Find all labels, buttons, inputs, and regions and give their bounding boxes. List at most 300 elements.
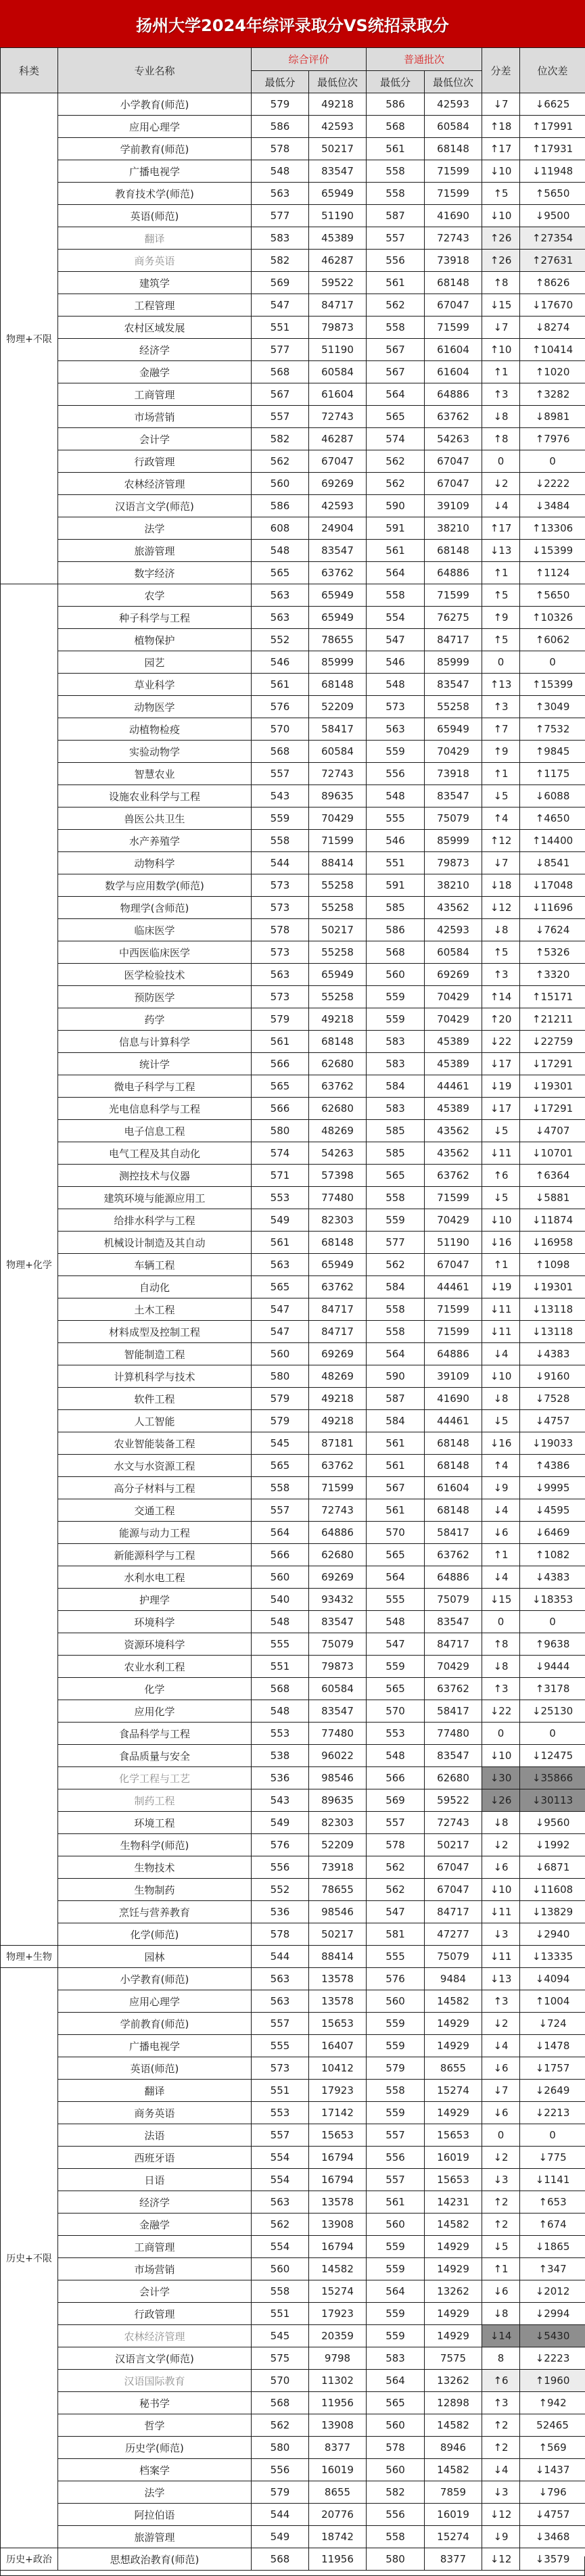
rank-diff-cell: ↑569: [520, 2437, 585, 2459]
comprehensive-min-rank-cell: 15274: [309, 2280, 367, 2303]
rank-diff-cell: ↑13306: [520, 517, 585, 540]
rank-diff-cell: 0: [520, 1611, 585, 1633]
table-row: [1, 1544, 585, 1566]
regular-min-score-cell: 546: [367, 830, 425, 852]
table-row: [1, 138, 585, 160]
major-name-cell: 翻译: [58, 227, 252, 250]
rank-diff-cell: ↓775: [520, 2147, 585, 2169]
major-name-cell: 金融学: [58, 2214, 252, 2236]
regular-min-rank-cell: 41690: [425, 1388, 482, 1410]
score-diff-cell: ↓11: [482, 1142, 520, 1165]
score-diff-cell: ↑26: [482, 227, 520, 250]
regular-min-rank-cell: 60584: [425, 116, 482, 138]
regular-min-rank-cell: 7859: [425, 2481, 482, 2504]
rank-diff-cell: ↑10414: [520, 339, 585, 361]
comprehensive-min-rank-cell: 52209: [309, 1834, 367, 1856]
regular-min-rank-cell: 67047: [425, 1254, 482, 1276]
table-row: [1, 205, 585, 227]
comprehensive-min-score-cell: 580: [252, 1120, 309, 1142]
comprehensive-min-rank-cell: 78655: [309, 629, 367, 651]
comprehensive-min-score-cell: 563: [252, 1254, 309, 1276]
header-comprehensive-min-rank: 最低位次: [309, 71, 367, 93]
table-row: [1, 406, 585, 428]
table-row: [1, 1656, 585, 1678]
comprehensive-min-score-cell: 569: [252, 272, 309, 294]
table-row: [1, 517, 585, 540]
comprehensive-min-score-cell: 566: [252, 1053, 309, 1075]
table-row: [1, 696, 585, 718]
comprehensive-min-score-cell: 549: [252, 1209, 309, 1232]
comprehensive-min-rank-cell: 17923: [309, 2303, 367, 2325]
major-name-cell: 秘书学: [58, 2392, 252, 2414]
comprehensive-min-score-cell: 562: [252, 2414, 309, 2437]
score-diff-cell: ↑4: [482, 807, 520, 830]
rank-diff-cell: ↑17931: [520, 138, 585, 160]
score-diff-cell: ↓10: [482, 1209, 520, 1232]
score-diff-cell: ↑5: [482, 183, 520, 205]
major-name-cell: 草业科学: [58, 674, 252, 696]
regular-min-rank-cell: 72743: [425, 227, 482, 250]
table-row: [1, 540, 585, 562]
major-name-cell: 环境科学: [58, 1611, 252, 1633]
regular-min-score-cell: 561: [367, 138, 425, 160]
score-diff-cell: ↓5: [482, 1410, 520, 1432]
table-row: [1, 874, 585, 897]
comprehensive-min-rank-cell: 68148: [309, 1232, 367, 1254]
regular-min-score-cell: 580: [367, 2548, 425, 2571]
comprehensive-min-rank-cell: 11956: [309, 2548, 367, 2571]
score-diff-cell: ↑5: [482, 629, 520, 651]
comprehensive-min-rank-cell: 45389: [309, 227, 367, 250]
regular-min-score-cell: 555: [367, 807, 425, 830]
regular-min-score-cell: 561: [367, 1455, 425, 1477]
regular-min-score-cell: 559: [367, 2325, 425, 2347]
regular-min-rank-cell: 79873: [425, 852, 482, 874]
regular-min-rank-cell: 67047: [425, 1856, 482, 1879]
regular-min-rank-cell: 84717: [425, 629, 482, 651]
comprehensive-min-score-cell: 565: [252, 1455, 309, 1477]
regular-min-score-cell: 564: [367, 1343, 425, 1365]
score-diff-cell: ↑2: [482, 2437, 520, 2459]
rank-diff-cell: ↑9638: [520, 1633, 585, 1656]
rank-diff-cell: ↑4386: [520, 1455, 585, 1477]
major-name-cell: 药学: [58, 1008, 252, 1031]
score-diff-cell: 0: [482, 651, 520, 674]
score-diff-cell: ↑2: [482, 2191, 520, 2214]
regular-min-rank-cell: 14582: [425, 2214, 482, 2236]
score-diff-cell: ↓19: [482, 1075, 520, 1098]
rank-diff-cell: ↓2994: [520, 2303, 585, 2325]
regular-min-rank-cell: 16019: [425, 2147, 482, 2169]
rank-diff-cell: ↑653: [520, 2191, 585, 2214]
comprehensive-min-score-cell: 576: [252, 1834, 309, 1856]
table-row: [1, 1209, 585, 1232]
comprehensive-min-rank-cell: 68148: [309, 1031, 367, 1053]
regular-min-score-cell: 546: [367, 651, 425, 674]
table-row: [1, 1432, 585, 1455]
table-row: [1, 1834, 585, 1856]
rank-diff-cell: ↓9995: [520, 1477, 585, 1499]
score-diff-cell: ↑3: [482, 1678, 520, 1700]
comprehensive-min-rank-cell: 88414: [309, 852, 367, 874]
score-diff-cell: ↑4: [482, 1455, 520, 1477]
regular-min-rank-cell: 83547: [425, 674, 482, 696]
comprehensive-min-rank-cell: 9798: [309, 2347, 367, 2370]
comprehensive-min-rank-cell: 72743: [309, 763, 367, 785]
regular-min-score-cell: 559: [367, 1209, 425, 1232]
comprehensive-min-score-cell: 556: [252, 2459, 309, 2481]
comprehensive-min-score-cell: 582: [252, 250, 309, 272]
comprehensive-min-score-cell: 564: [252, 1522, 309, 1544]
score-diff-cell: ↑18: [482, 116, 520, 138]
score-diff-cell: ↓12: [482, 2504, 520, 2526]
rank-diff-cell: ↑1124: [520, 562, 585, 584]
score-diff-cell: ↓26: [482, 1789, 520, 1812]
regular-min-rank-cell: 70429: [425, 986, 482, 1008]
regular-min-rank-cell: 43562: [425, 1120, 482, 1142]
table-row: [1, 160, 585, 183]
comprehensive-min-rank-cell: 55258: [309, 874, 367, 897]
rank-diff-cell: ↓25130: [520, 1700, 585, 1723]
table-row: [1, 651, 585, 674]
comprehensive-min-rank-cell: 63762: [309, 562, 367, 584]
rank-diff-cell: ↑1175: [520, 763, 585, 785]
major-name-cell: 园艺: [58, 651, 252, 674]
comprehensive-min-score-cell: 548: [252, 1611, 309, 1633]
regular-min-score-cell: 548: [367, 1611, 425, 1633]
regular-min-rank-cell: 67047: [425, 294, 482, 317]
comprehensive-min-rank-cell: 65949: [309, 607, 367, 629]
table-row: [1, 1990, 585, 2013]
score-diff-cell: ↓9: [482, 1477, 520, 1499]
regular-min-rank-cell: 42593: [425, 93, 482, 116]
comprehensive-min-score-cell: 586: [252, 495, 309, 517]
comprehensive-min-score-cell: 553: [252, 1723, 309, 1745]
regular-min-score-cell: 585: [367, 1142, 425, 1165]
rank-diff-cell: ↓16958: [520, 1232, 585, 1254]
rank-diff-cell: ↓13118: [520, 1321, 585, 1343]
comprehensive-min-rank-cell: 42593: [309, 495, 367, 517]
comprehensive-min-rank-cell: 60584: [309, 741, 367, 763]
score-diff-cell: 0: [482, 450, 520, 473]
regular-min-rank-cell: 16019: [425, 2504, 482, 2526]
regular-min-score-cell: 556: [367, 2147, 425, 2169]
comprehensive-min-rank-cell: 73918: [309, 1856, 367, 1879]
rank-diff-cell: ↓1992: [520, 1834, 585, 1856]
comprehensive-min-score-cell: 547: [252, 294, 309, 317]
regular-min-rank-cell: 68148: [425, 540, 482, 562]
score-diff-cell: ↓3: [482, 2169, 520, 2191]
regular-min-score-cell: 582: [367, 2481, 425, 2504]
rank-diff-cell: ↓3579: [520, 2548, 585, 2571]
comprehensive-min-rank-cell: 77480: [309, 1187, 367, 1209]
score-diff-cell: ↓30: [482, 1767, 520, 1789]
comprehensive-min-score-cell: 579: [252, 1388, 309, 1410]
major-name-cell: 农林经济管理: [58, 473, 252, 495]
rank-diff-cell: ↓17670: [520, 294, 585, 317]
comprehensive-min-score-cell: 551: [252, 1656, 309, 1678]
comprehensive-min-score-cell: 573: [252, 941, 309, 964]
rank-diff-cell: ↓4707: [520, 1120, 585, 1142]
regular-min-rank-cell: 14929: [425, 2303, 482, 2325]
comprehensive-min-score-cell: 565: [252, 1075, 309, 1098]
comprehensive-min-rank-cell: 15653: [309, 2124, 367, 2147]
regular-min-rank-cell: 14929: [425, 2013, 482, 2035]
major-name-cell: 电气工程及其自动化: [58, 1142, 252, 1165]
table-row: [1, 1410, 585, 1432]
major-name-cell: 资源环境科学: [58, 1633, 252, 1656]
regular-min-score-cell: 587: [367, 1388, 425, 1410]
comprehensive-min-rank-cell: 71599: [309, 830, 367, 852]
regular-min-score-cell: 577: [367, 1232, 425, 1254]
table-row: [1, 562, 585, 584]
score-diff-cell: ↓4: [482, 1343, 520, 1365]
score-diff-cell: ↑5: [482, 584, 520, 607]
comprehensive-min-rank-cell: 93432: [309, 1589, 367, 1611]
regular-min-score-cell: 560: [367, 2414, 425, 2437]
rank-diff-cell: ↓1757: [520, 2057, 585, 2080]
comprehensive-min-rank-cell: 51190: [309, 339, 367, 361]
comprehensive-min-rank-cell: 65949: [309, 1254, 367, 1276]
regular-min-rank-cell: 85999: [425, 830, 482, 852]
score-diff-cell: ↓11: [482, 1321, 520, 1343]
score-diff-cell: ↑17: [482, 517, 520, 540]
regular-min-score-cell: 584: [367, 1410, 425, 1432]
regular-min-rank-cell: 14929: [425, 2035, 482, 2057]
rank-diff-cell: ↓19301: [520, 1276, 585, 1298]
comprehensive-min-score-cell: 548: [252, 1700, 309, 1723]
regular-min-rank-cell: 50217: [425, 1834, 482, 1856]
rank-diff-cell: ↑21211: [520, 1008, 585, 1031]
table-row: [1, 1589, 585, 1611]
score-diff-cell: ↓10: [482, 1365, 520, 1388]
rank-diff-cell: ↑8626: [520, 272, 585, 294]
comprehensive-min-score-cell: 583: [252, 227, 309, 250]
regular-min-rank-cell: 43562: [425, 1142, 482, 1165]
score-diff-cell: ↓5: [482, 2236, 520, 2258]
comprehensive-min-rank-cell: 60584: [309, 1678, 367, 1700]
regular-min-score-cell: 561: [367, 1432, 425, 1455]
table-row: [1, 473, 585, 495]
category-cell: 物理+化学: [1, 584, 58, 1946]
regular-min-rank-cell: 14929: [425, 2258, 482, 2280]
major-name-cell: 英语(师范): [58, 205, 252, 227]
regular-min-rank-cell: 41690: [425, 205, 482, 227]
regular-min-rank-cell: 14929: [425, 2236, 482, 2258]
category-cell: 物理+生物: [1, 1946, 58, 1968]
score-diff-cell: ↑1: [482, 562, 520, 584]
score-diff-cell: ↓5: [482, 1120, 520, 1142]
rank-diff-cell: 0: [520, 1723, 585, 1745]
comprehensive-min-rank-cell: 58417: [309, 718, 367, 741]
comprehensive-min-rank-cell: 85999: [309, 651, 367, 674]
comprehensive-min-rank-cell: 13578: [309, 1968, 367, 1990]
table-row: [1, 1923, 585, 1946]
major-name-cell: 动植物检疫: [58, 718, 252, 741]
rank-diff-cell: ↑6364: [520, 1165, 585, 1187]
rank-diff-cell: ↓4094: [520, 1968, 585, 1990]
rank-diff-cell: ↑1960: [520, 2370, 585, 2392]
regular-min-rank-cell: 14582: [425, 2459, 482, 2481]
major-name-cell: 学前教育(师范): [58, 2013, 252, 2035]
score-diff-cell: ↓8: [482, 1388, 520, 1410]
regular-min-score-cell: 574: [367, 428, 425, 450]
score-diff-cell: ↑13: [482, 674, 520, 696]
comprehensive-min-score-cell: 554: [252, 2169, 309, 2191]
rank-diff-cell: ↓1437: [520, 2459, 585, 2481]
major-name-cell: 临床医学: [58, 919, 252, 941]
major-name-cell: 市场营销: [58, 406, 252, 428]
regular-min-score-cell: 559: [367, 741, 425, 763]
regular-min-rank-cell: 59522: [425, 1789, 482, 1812]
regular-min-score-cell: 558: [367, 160, 425, 183]
major-name-cell: 预防医学: [58, 986, 252, 1008]
regular-min-score-cell: 567: [367, 1477, 425, 1499]
comprehensive-min-score-cell: 563: [252, 607, 309, 629]
comprehensive-min-rank-cell: 50217: [309, 138, 367, 160]
regular-min-score-cell: 556: [367, 2504, 425, 2526]
major-name-cell: 信息与计算科学: [58, 1031, 252, 1053]
comprehensive-min-rank-cell: 84717: [309, 1298, 367, 1321]
major-name-cell: 智能制造工程: [58, 1343, 252, 1365]
comprehensive-min-rank-cell: 98546: [309, 1767, 367, 1789]
rank-diff-cell: 0: [520, 651, 585, 674]
table-row: [1, 1879, 585, 1901]
major-name-cell: 测控技术与仪器: [58, 1165, 252, 1187]
regular-min-score-cell: 548: [367, 674, 425, 696]
score-diff-cell: ↑3: [482, 696, 520, 718]
table-row: [1, 1098, 585, 1120]
comprehensive-min-score-cell: 545: [252, 2325, 309, 2347]
major-name-cell: 汉语言文学(师范): [58, 2347, 252, 2370]
table-row: [1, 1522, 585, 1544]
table-row: [1, 2013, 585, 2035]
table-row: [1, 830, 585, 852]
regular-min-rank-cell: 76275: [425, 607, 482, 629]
major-name-cell: 数字经济: [58, 562, 252, 584]
comprehensive-min-score-cell: 555: [252, 1633, 309, 1656]
major-name-cell: 广播电视学: [58, 2035, 252, 2057]
score-diff-cell: ↑2: [482, 2214, 520, 2236]
table-row: [1, 1700, 585, 1723]
table-row: [1, 1276, 585, 1298]
table-row: [1, 294, 585, 317]
table-row: [1, 1343, 585, 1365]
score-diff-cell: 0: [482, 1723, 520, 1745]
table-row: [1, 1499, 585, 1522]
major-name-cell: 学前教育(师范): [58, 138, 252, 160]
score-diff-cell: ↑20: [482, 1008, 520, 1031]
comprehensive-min-score-cell: 560: [252, 473, 309, 495]
score-diff-cell: ↓16: [482, 1432, 520, 1455]
score-diff-cell: ↓6: [482, 2057, 520, 2080]
table-row: [1, 1075, 585, 1098]
rank-diff-cell: ↓7624: [520, 919, 585, 941]
header-regular-min-rank: 最低位次: [425, 71, 482, 93]
regular-min-score-cell: 562: [367, 1856, 425, 1879]
score-diff-cell: ↓11: [482, 1298, 520, 1321]
regular-min-rank-cell: 51190: [425, 1232, 482, 1254]
regular-min-rank-cell: 84717: [425, 1633, 482, 1656]
comprehensive-min-rank-cell: 84717: [309, 294, 367, 317]
comprehensive-min-score-cell: 551: [252, 2080, 309, 2102]
comprehensive-min-score-cell: 570: [252, 718, 309, 741]
major-name-cell: 车辆工程: [58, 1254, 252, 1276]
comprehensive-min-rank-cell: 8377: [309, 2437, 367, 2459]
table-row: [1, 1232, 585, 1254]
rank-diff-cell: ↑942: [520, 2392, 585, 2414]
regular-min-rank-cell: 45389: [425, 1098, 482, 1120]
major-name-cell: 食品科学与工程: [58, 1723, 252, 1745]
regular-min-rank-cell: 75079: [425, 1946, 482, 1968]
rank-diff-cell: ↓11608: [520, 1879, 585, 1901]
table-row: [1, 1856, 585, 1879]
table-row: [1, 629, 585, 651]
regular-min-rank-cell: 68148: [425, 138, 482, 160]
regular-min-score-cell: 579: [367, 2057, 425, 2080]
major-name-cell: 工程管理: [58, 294, 252, 317]
regular-min-rank-cell: 15274: [425, 2080, 482, 2102]
admission-score-table: [0, 47, 585, 2571]
regular-min-score-cell: 568: [367, 941, 425, 964]
major-name-cell: 历史学(师范): [58, 2437, 252, 2459]
regular-min-score-cell: 583: [367, 1053, 425, 1075]
rank-diff-cell: ↓8541: [520, 852, 585, 874]
major-name-cell: 汉语言文学(师范): [58, 495, 252, 517]
major-name-cell: 实验动物学: [58, 741, 252, 763]
table-row: [1, 2303, 585, 2325]
rank-diff-cell: ↓13118: [520, 1298, 585, 1321]
score-diff-cell: ↑7: [482, 718, 520, 741]
regular-min-score-cell: 557: [367, 1812, 425, 1834]
comprehensive-min-rank-cell: 61604: [309, 383, 367, 406]
score-diff-cell: ↓11: [482, 1946, 520, 1968]
regular-min-rank-cell: 63762: [425, 1678, 482, 1700]
major-name-cell: 植物保护: [58, 629, 252, 651]
comprehensive-min-rank-cell: 16794: [309, 2236, 367, 2258]
regular-min-score-cell: 561: [367, 2191, 425, 2214]
rank-diff-cell: ↑3320: [520, 964, 585, 986]
score-diff-cell: ↓10: [482, 1745, 520, 1767]
score-diff-cell: ↑10: [482, 339, 520, 361]
score-diff-cell: ↓5: [482, 1187, 520, 1209]
rank-diff-cell: ↓35866: [520, 1767, 585, 1789]
major-name-cell: 动物医学: [58, 696, 252, 718]
category-cell: 历史+政治: [1, 2548, 58, 2571]
major-name-cell: 生物技术: [58, 1856, 252, 1879]
comprehensive-min-score-cell: 568: [252, 2548, 309, 2571]
score-diff-cell: ↓6: [482, 2102, 520, 2124]
comprehensive-min-rank-cell: 11956: [309, 2392, 367, 2414]
comprehensive-min-score-cell: 544: [252, 852, 309, 874]
rank-diff-cell: ↓6469: [520, 1522, 585, 1544]
rank-diff-cell: ↓3468: [520, 2526, 585, 2548]
regular-min-score-cell: 581: [367, 1923, 425, 1946]
major-name-cell: 给排水科学与工程: [58, 1209, 252, 1232]
regular-min-score-cell: 560: [367, 1990, 425, 2013]
score-diff-cell: ↓4: [482, 2459, 520, 2481]
comprehensive-min-score-cell: 545: [252, 1432, 309, 1455]
major-name-cell: 光电信息科学与工程: [58, 1098, 252, 1120]
rank-diff-cell: ↓13829: [520, 1901, 585, 1923]
table-row: [1, 2214, 585, 2236]
comprehensive-min-rank-cell: 65949: [309, 964, 367, 986]
comprehensive-min-score-cell: 563: [252, 1968, 309, 1990]
major-name-cell: 种子科学与工程: [58, 607, 252, 629]
regular-min-score-cell: 565: [367, 406, 425, 428]
comprehensive-min-score-cell: 559: [252, 807, 309, 830]
comprehensive-min-rank-cell: 49218: [309, 1410, 367, 1432]
